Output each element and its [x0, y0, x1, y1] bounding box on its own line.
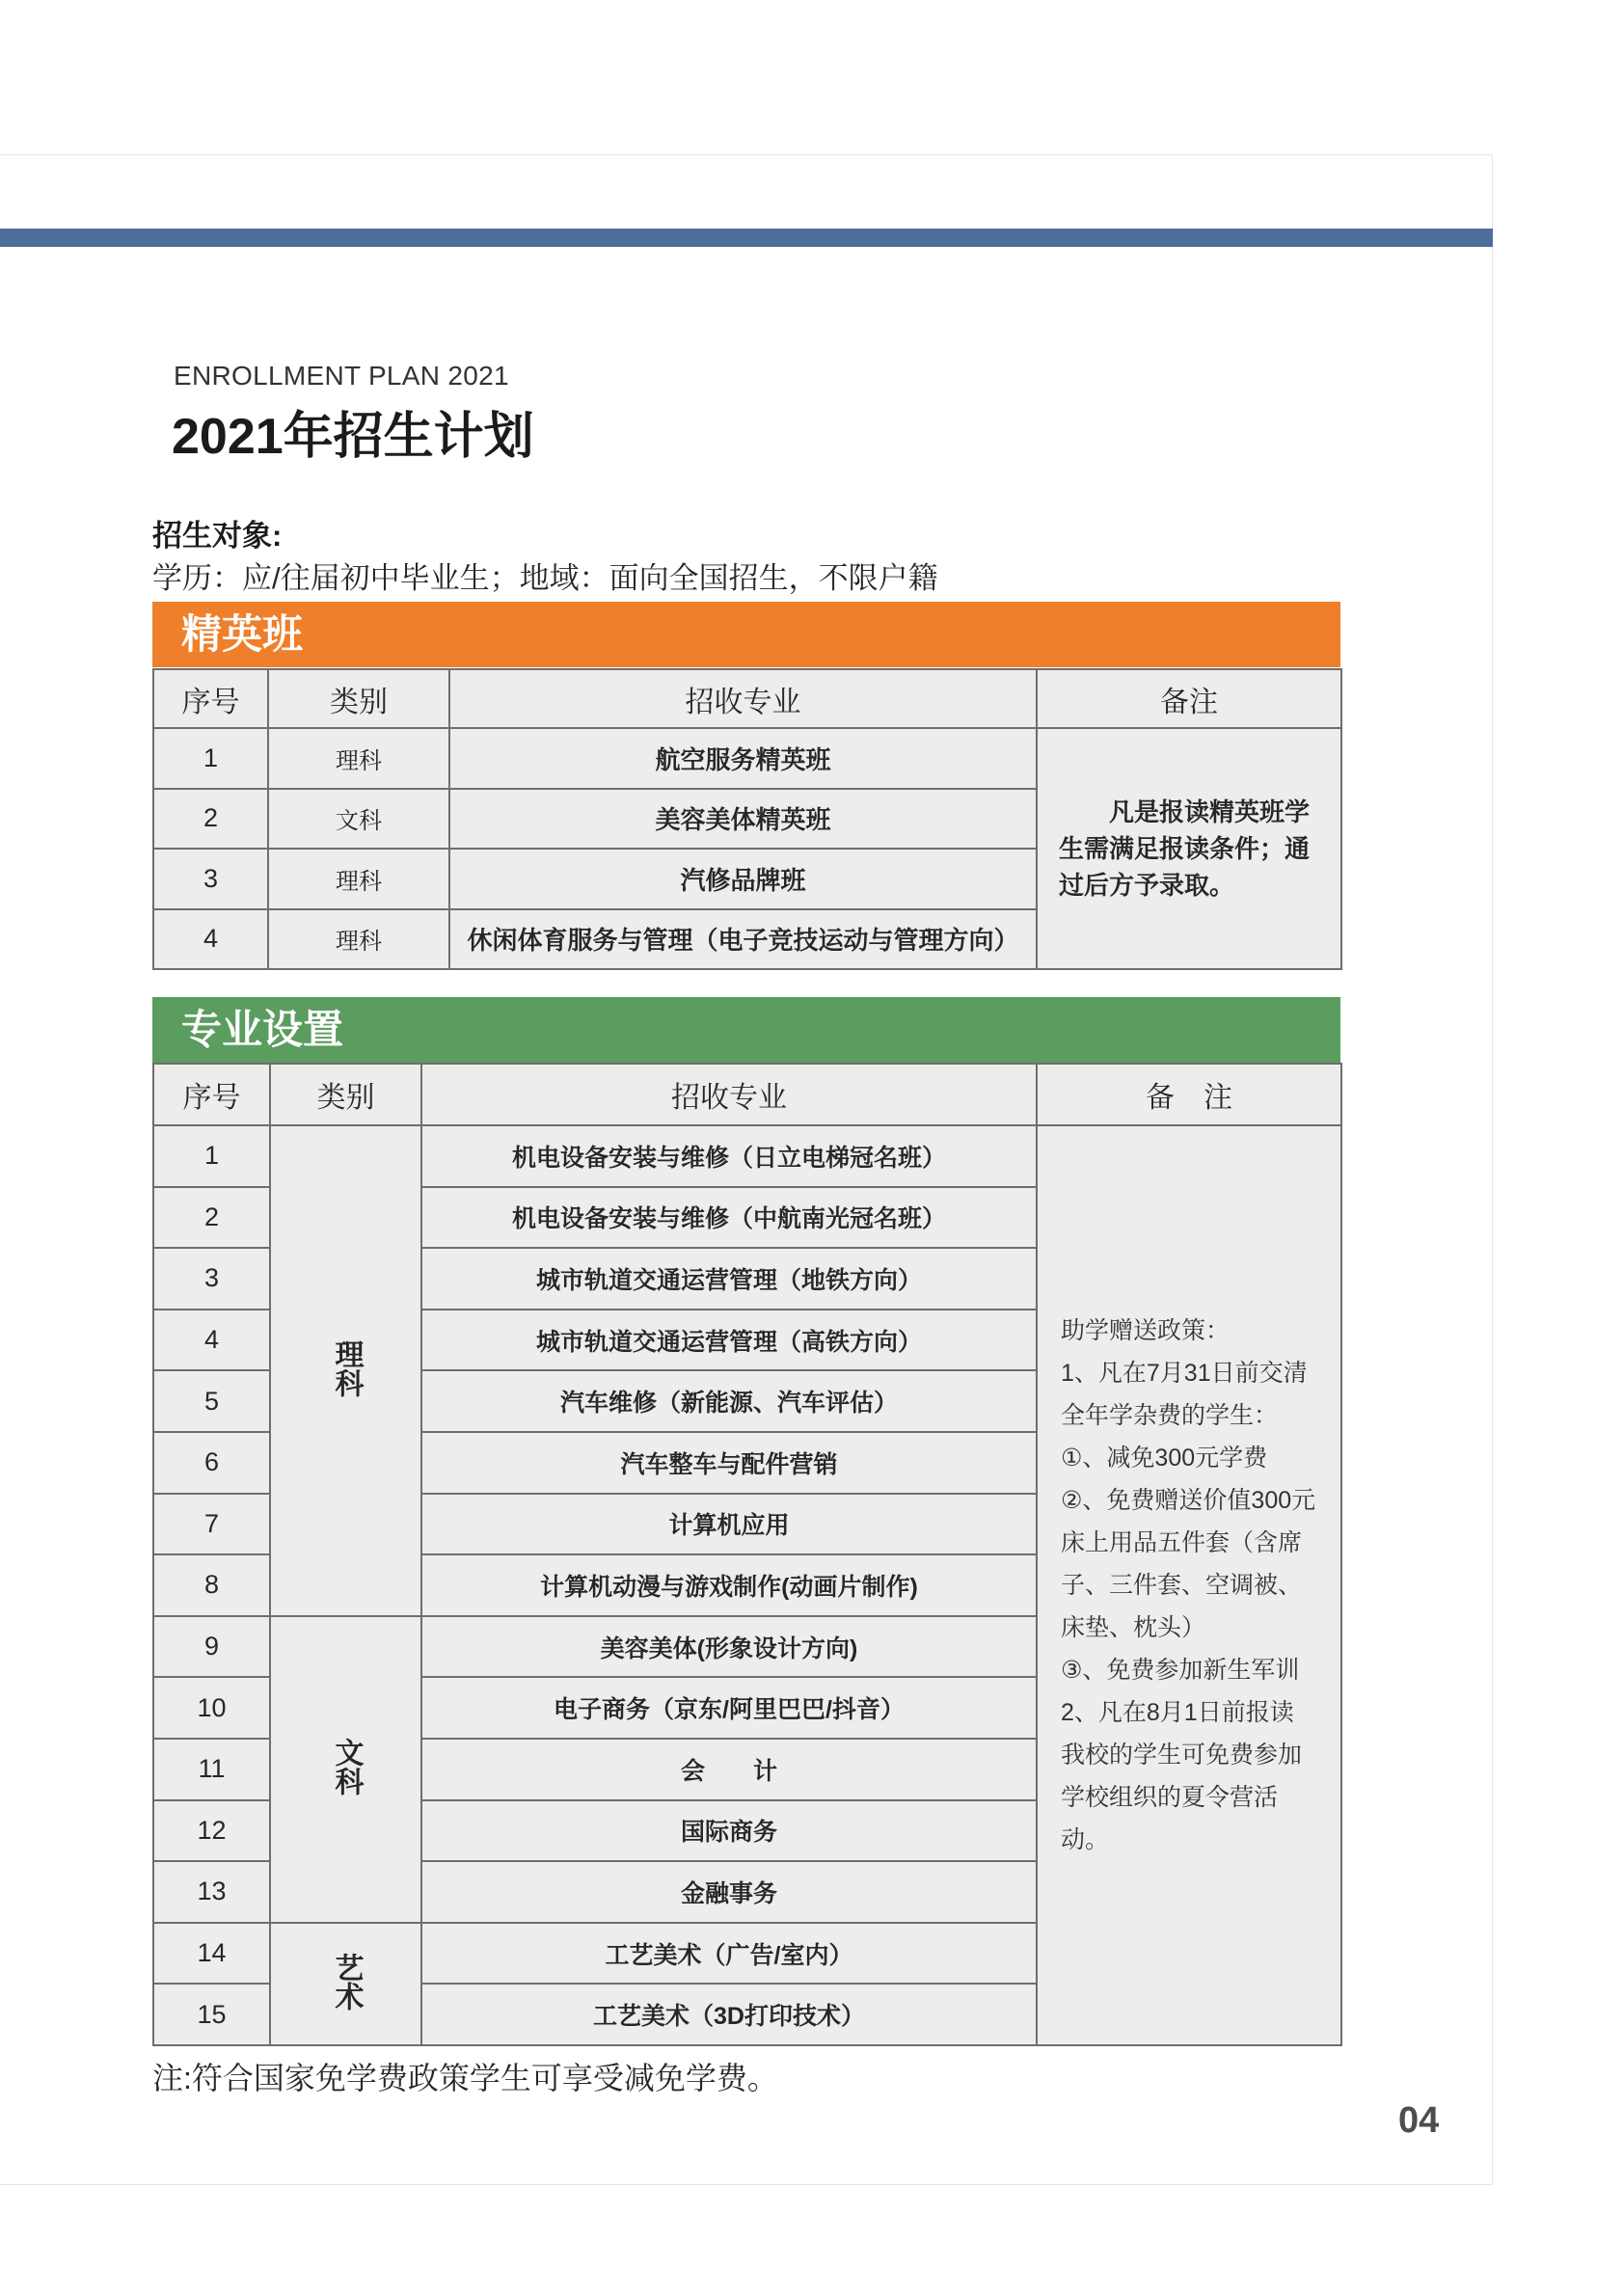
row-number: 15 — [153, 1984, 270, 2045]
row-number: 3 — [153, 1248, 270, 1310]
elite-table — [152, 668, 1342, 970]
row-major: 计算机动漫与游戏制作(动画片制作) — [421, 1554, 1037, 1616]
row-major: 汽车维修（新能源、汽车评估） — [421, 1370, 1037, 1432]
category-label: 文科 — [330, 1738, 363, 1796]
elite-table-body — [153, 728, 1341, 969]
category-label: 理科 — [330, 1338, 363, 1397]
row-number: 6 — [153, 1432, 270, 1494]
footer-note: 注:符合国家免学费政策学生可享受减免学费。 — [152, 2061, 778, 2095]
col-header-category: 类别 — [268, 669, 449, 728]
row-number: 14 — [153, 1923, 270, 1985]
major-row — [153, 1125, 1341, 1187]
row-major: 电子商务（京东/阿里巴巴/抖音） — [421, 1677, 1037, 1739]
row-major: 城市轨道交通运营管理（地铁方向） — [421, 1248, 1037, 1310]
category-cell — [270, 1616, 421, 1923]
col-header-number: 序号 — [153, 669, 268, 728]
category-cell — [270, 1125, 421, 1616]
row-category: 文科 — [268, 789, 449, 850]
row-major: 机电设备安装与维修（中航南光冠名班） — [421, 1187, 1037, 1249]
col-header-major: 招收专业 — [421, 1064, 1037, 1125]
row-major: 计算机应用 — [421, 1494, 1037, 1555]
category-label: 艺术 — [330, 1952, 363, 2011]
elite-header-row — [153, 669, 1341, 728]
elite-row — [153, 728, 1341, 789]
row-major: 金融事务 — [421, 1861, 1037, 1923]
row-number: 5 — [153, 1370, 270, 1432]
row-number: 12 — [153, 1800, 270, 1862]
elite-section-title: 精英班 — [181, 611, 304, 657]
row-major: 汽车整车与配件营销 — [421, 1432, 1037, 1494]
elite-note-text: 凡是报读精英班学生需满足报读条件；通过后方予录取。 — [1059, 797, 1311, 900]
header-bar — [0, 229, 1493, 247]
row-number: 2 — [153, 789, 268, 850]
row-number: 2 — [153, 1187, 270, 1249]
english-title: ENROLLMENT PLAN 2021 — [174, 361, 509, 391]
row-number: 4 — [153, 909, 268, 970]
page-title: 2021年招生计划 — [172, 409, 534, 465]
row-number: 1 — [153, 728, 268, 789]
category-cell — [270, 1923, 421, 2045]
row-major: 机电设备安装与维修（日立电梯冠名班） — [421, 1125, 1037, 1187]
row-major: 工艺美术（3D打印技术） — [421, 1984, 1037, 2045]
row-major: 汽修品牌班 — [449, 849, 1037, 909]
elite-section-bar — [152, 602, 1340, 667]
col-header-major: 招收专业 — [449, 669, 1037, 728]
row-number: 9 — [153, 1616, 270, 1678]
row-number: 1 — [153, 1125, 270, 1187]
majors-note-text: 助学赠送政策： 1、凡在7月31日前交清全年学杂费的学生： ①、减免300元学费 ②、免费赠送价值300元床上用品五件套（含席子、三件套、空调被、床垫、枕头） ③、免费参加新生军训 2、凡在8月1日前报读我校的学生可免费参加学校组织的夏令营活动。 — [1061, 1316, 1316, 1853]
majors-section-title: 专业设置 — [181, 1007, 344, 1052]
page-number: 04 — [1398, 2100, 1440, 2141]
majors-table — [152, 1063, 1342, 2046]
row-major: 工艺美术（广告/室内） — [421, 1923, 1037, 1985]
row-number: 4 — [153, 1310, 270, 1371]
row-major: 会 计 — [421, 1739, 1037, 1800]
row-major: 美容美体精英班 — [449, 789, 1037, 850]
col-header-category: 类别 — [270, 1064, 421, 1125]
row-number: 8 — [153, 1554, 270, 1616]
majors-table-body — [153, 1125, 1341, 2045]
row-number: 13 — [153, 1861, 270, 1923]
row-category: 理科 — [268, 728, 449, 789]
col-header-number: 序号 — [153, 1064, 270, 1125]
row-number: 10 — [153, 1677, 270, 1739]
majors-note-cell — [1037, 1125, 1341, 2045]
row-major: 航空服务精英班 — [449, 728, 1037, 789]
row-number: 11 — [153, 1739, 270, 1800]
row-major: 美容美体(形象设计方向) — [421, 1616, 1037, 1678]
row-major: 国际商务 — [421, 1800, 1037, 1862]
col-header-note: 备 注 — [1037, 1064, 1341, 1125]
row-category: 理科 — [268, 849, 449, 909]
row-major: 休闲体育服务与管理（电子竞技运动与管理方向） — [449, 909, 1037, 970]
row-number: 7 — [153, 1494, 270, 1555]
majors-header-row — [153, 1064, 1341, 1125]
col-header-note: 备注 — [1037, 669, 1341, 728]
row-major: 城市轨道交通运营管理（高铁方向） — [421, 1310, 1037, 1371]
target-label: 招生对象: — [152, 519, 283, 553]
row-number: 3 — [153, 849, 268, 909]
target-text: 学历：应/往届初中毕业生；地域：面向全国招生，不限户籍 — [152, 561, 938, 595]
majors-section-bar — [152, 997, 1340, 1063]
row-category: 理科 — [268, 909, 449, 970]
elite-note-cell — [1037, 728, 1341, 969]
